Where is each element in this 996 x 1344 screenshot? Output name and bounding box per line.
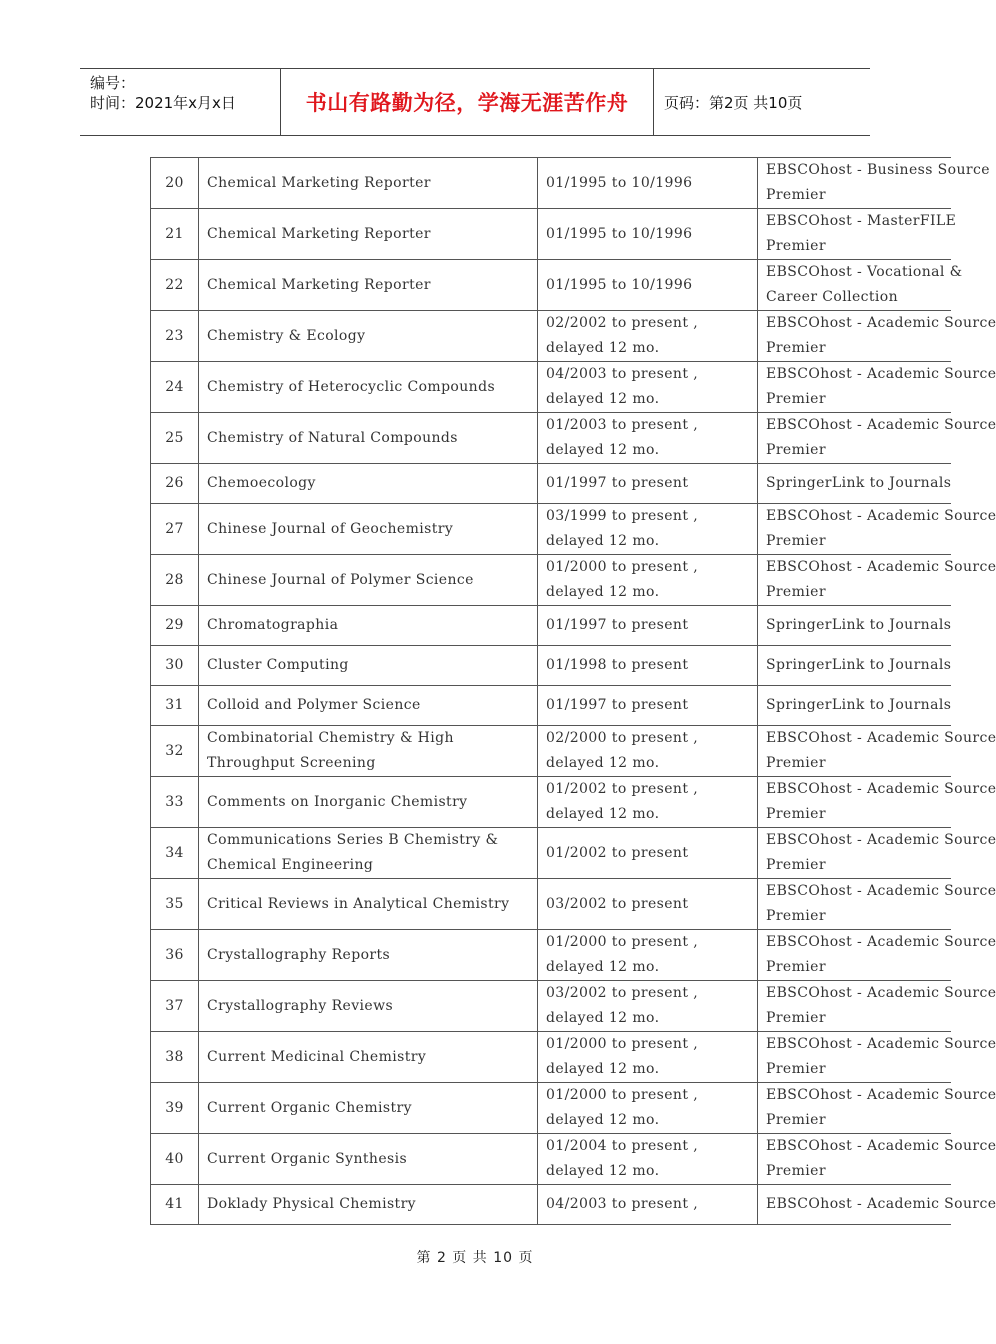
source-database-line: Premier <box>766 187 826 203</box>
coverage-dates-line: delayed 12 mo. <box>546 755 660 771</box>
table-row <box>151 686 951 726</box>
coverage-dates <box>538 362 758 413</box>
source-database-line: EBSCOhost - Academic Source <box>766 883 996 899</box>
header-meta <box>80 69 281 135</box>
row-number: 38 <box>151 1032 199 1083</box>
row-number: 37 <box>151 981 199 1032</box>
journal-title-line: Combinatorial Chemistry & High <box>207 730 454 746</box>
journal-title-line: Colloid and Polymer Science <box>207 697 421 713</box>
source-database <box>758 606 951 646</box>
journal-title-line: Chemical Marketing Reporter <box>207 174 431 191</box>
journal-title <box>199 686 538 726</box>
coverage-dates-line: 01/1997 to present <box>546 617 689 633</box>
source-database-line: EBSCOhost - Vocational & <box>766 264 963 280</box>
table-row <box>151 555 951 606</box>
table-row <box>151 413 951 464</box>
source-database <box>758 362 996 413</box>
source-database-line: EBSCOhost - Academic Source <box>766 832 996 848</box>
row-number: 40 <box>151 1134 199 1185</box>
row-number: 29 <box>151 606 199 646</box>
journal-title-line: Critical Reviews in Analytical Chemistry <box>207 895 510 912</box>
table-row <box>151 646 951 686</box>
coverage-dates <box>538 930 758 981</box>
table-row <box>151 1032 951 1083</box>
source-database-line: EBSCOhost - Academic Source <box>766 1087 996 1103</box>
journal-title-line: Chemical Marketing Reporter <box>207 225 431 242</box>
source-database-line: EBSCOhost - Academic Source <box>766 1196 996 1212</box>
source-database-line: EBSCOhost - Academic Source <box>766 934 996 950</box>
source-database <box>758 1134 996 1185</box>
table-row <box>151 777 951 828</box>
row-number: 36 <box>151 930 199 981</box>
table-row <box>151 930 951 981</box>
source-database-line: EBSCOhost - Academic Source <box>766 1036 996 1052</box>
source-database <box>758 158 990 209</box>
source-database-line: EBSCOhost - Academic Source <box>766 559 996 575</box>
table-row <box>151 1185 951 1225</box>
journal-title <box>199 260 538 311</box>
source-database <box>758 504 996 555</box>
coverage-dates <box>538 1032 758 1083</box>
source-database-line: Premier <box>766 391 826 407</box>
source-database <box>758 879 996 930</box>
source-database-line: Premier <box>766 1112 826 1128</box>
coverage-dates <box>538 209 758 260</box>
row-number: 22 <box>151 260 199 311</box>
coverage-dates-line: 01/2002 to present <box>546 844 689 861</box>
coverage-dates-line: delayed 12 mo. <box>546 1112 660 1128</box>
row-number: 23 <box>151 311 199 362</box>
coverage-dates-line: 01/1995 to 10/1996 <box>546 276 693 293</box>
coverage-dates <box>538 981 758 1032</box>
source-database-line: SpringerLink to Journals <box>766 617 952 633</box>
source-database <box>758 1083 996 1134</box>
journal-title <box>199 930 538 981</box>
coverage-dates-line: delayed 12 mo. <box>546 1010 660 1026</box>
journal-title-line: Chemistry of Natural Compounds <box>207 429 458 446</box>
source-database-line: EBSCOhost - Academic Source <box>766 730 996 746</box>
row-number: 26 <box>151 464 199 504</box>
journal-title <box>199 555 538 606</box>
journal-title-line: Chemistry of Heterocyclic Compounds <box>207 378 496 395</box>
source-database-line: Premier <box>766 1061 826 1077</box>
coverage-dates-line: 01/1997 to present <box>546 697 689 713</box>
journal-title-line: Crystallography Reviews <box>207 997 394 1014</box>
journal-title-line: Chemical Marketing Reporter <box>207 276 431 293</box>
coverage-dates-line: delayed 12 mo. <box>546 442 660 458</box>
source-database <box>758 1032 996 1083</box>
header-motto-cell <box>281 69 654 135</box>
header-page-cell <box>654 69 870 135</box>
source-database-line: Premier <box>766 1010 826 1026</box>
source-database-line: Premier <box>766 1163 826 1179</box>
source-database-line: EBSCOhost - Academic Source <box>766 508 996 524</box>
source-database <box>758 555 996 606</box>
coverage-dates-line: 02/2002 to present , <box>546 315 699 331</box>
source-database <box>758 981 996 1032</box>
source-database-line: Premier <box>766 806 826 822</box>
motto: 书山有路勤为径，学海无涯苦作舟 <box>305 91 629 115</box>
coverage-dates <box>538 504 758 555</box>
row-number: 41 <box>151 1185 199 1225</box>
journal-title-line: Crystallography Reports <box>207 946 391 963</box>
source-database-line: SpringerLink to Journals <box>766 475 952 491</box>
table-row <box>151 311 951 362</box>
coverage-dates-line: 01/2000 to present , <box>546 934 699 950</box>
coverage-dates <box>538 1083 758 1134</box>
coverage-dates-line: 01/1997 to present <box>546 475 689 491</box>
time-label: 时间：2021年x月x日 <box>90 94 236 112</box>
coverage-dates-line: 01/2004 to present , <box>546 1138 699 1154</box>
row-number: 31 <box>151 686 199 726</box>
source-database <box>758 930 996 981</box>
table-row <box>151 1134 951 1185</box>
coverage-dates-line: delayed 12 mo. <box>546 391 660 407</box>
journal-title <box>199 362 538 413</box>
source-database <box>758 260 963 311</box>
table-row <box>151 828 951 879</box>
journal-title-line: Current Organic Synthesis <box>207 1150 408 1167</box>
source-database-line: SpringerLink to Journals <box>766 657 952 673</box>
journal-title-line: Chemical Engineering <box>207 857 374 873</box>
row-number: 34 <box>151 828 199 879</box>
journal-title <box>199 1032 538 1083</box>
journal-title <box>199 726 538 777</box>
journal-title <box>199 413 538 464</box>
source-database-line: Premier <box>766 442 826 458</box>
coverage-dates-line: 03/2002 to present <box>546 895 689 912</box>
source-database <box>758 1185 996 1225</box>
coverage-dates-line: 01/2003 to present , <box>546 417 699 433</box>
table-row <box>151 158 951 209</box>
journal-title-line: Current Organic Chemistry <box>207 1099 412 1116</box>
coverage-dates <box>538 464 758 504</box>
source-database-line: EBSCOhost - Academic Source <box>766 366 996 382</box>
coverage-dates-line: delayed 12 mo. <box>546 806 660 822</box>
source-database <box>758 413 996 464</box>
source-database-line: EBSCOhost - Academic Source <box>766 315 996 331</box>
coverage-dates <box>538 726 758 777</box>
coverage-dates <box>538 260 758 311</box>
coverage-dates <box>538 686 758 726</box>
source-database <box>758 777 996 828</box>
journal-table <box>150 157 996 1225</box>
journal-title-line: Doklady Physical Chemistry <box>207 1196 416 1212</box>
journal-title-line: Throughput Screening <box>207 755 376 771</box>
journal-title <box>199 828 538 879</box>
source-database-line: Premier <box>766 755 826 771</box>
journal-title-line: Current Medicinal Chemistry <box>207 1048 427 1065</box>
journal-title-line: Chinese Journal of Geochemistry <box>207 520 454 537</box>
journal-title <box>199 777 538 828</box>
table-row <box>151 504 951 555</box>
coverage-dates-line: 03/1999 to present , <box>546 508 699 524</box>
journal-title <box>199 1134 538 1185</box>
source-database-line: Premier <box>766 908 826 924</box>
coverage-dates-line: delayed 12 mo. <box>546 1061 660 1077</box>
journal-title-line: Comments on Inorganic Chemistry <box>207 793 468 810</box>
coverage-dates-line: 01/2000 to present , <box>546 1036 699 1052</box>
row-number: 21 <box>151 209 199 260</box>
source-database-line: EBSCOhost - Academic Source <box>766 781 996 797</box>
coverage-dates-line: 01/2000 to present , <box>546 1087 699 1103</box>
coverage-dates-line: 01/2002 to present , <box>546 781 699 797</box>
source-database-line: Career Collection <box>766 289 899 305</box>
table-row <box>151 1083 951 1134</box>
coverage-dates <box>538 158 758 209</box>
row-number: 30 <box>151 646 199 686</box>
page-header <box>80 68 870 136</box>
journal-title-line: Cluster Computing <box>207 657 349 673</box>
coverage-dates <box>538 311 758 362</box>
table-row <box>151 606 951 646</box>
journal-title-line: Communications Series B Chemistry & <box>207 832 499 848</box>
coverage-dates <box>538 413 758 464</box>
coverage-dates <box>538 777 758 828</box>
journal-title <box>199 1185 538 1225</box>
coverage-dates-line: delayed 12 mo. <box>546 1163 660 1179</box>
page-footer: 第 2 页 共 10 页 <box>416 1250 534 1266</box>
coverage-dates-line: delayed 12 mo. <box>546 340 660 356</box>
coverage-dates <box>538 606 758 646</box>
source-database <box>758 209 957 260</box>
source-database-line: EBSCOhost - Academic Source <box>766 985 996 1001</box>
source-database-line: Premier <box>766 857 826 873</box>
coverage-dates-line: 02/2000 to present , <box>546 730 699 746</box>
journal-title <box>199 1083 538 1134</box>
source-database <box>758 646 951 686</box>
journal-title <box>199 209 538 260</box>
source-database-line: Premier <box>766 238 826 254</box>
table-row <box>151 209 951 260</box>
page-label: 页码：第2页 共10页 <box>664 93 803 112</box>
table-row <box>151 726 951 777</box>
source-database-line: SpringerLink to Journals <box>766 697 952 713</box>
journal-title <box>199 158 538 209</box>
coverage-dates <box>538 1185 758 1225</box>
coverage-dates <box>538 646 758 686</box>
journal-title-line: Chemoecology <box>207 475 316 491</box>
journal-title <box>199 981 538 1032</box>
source-database <box>758 686 951 726</box>
source-database-line: Premier <box>766 584 826 600</box>
journal-title <box>199 311 538 362</box>
source-database <box>758 828 996 879</box>
table-row <box>151 464 951 504</box>
row-number: 32 <box>151 726 199 777</box>
coverage-dates-line: 03/2002 to present , <box>546 985 699 1001</box>
coverage-dates <box>538 1134 758 1185</box>
row-number: 28 <box>151 555 199 606</box>
table-row <box>151 260 951 311</box>
source-database <box>758 464 951 504</box>
coverage-dates-line: delayed 12 mo. <box>546 584 660 600</box>
coverage-dates <box>538 555 758 606</box>
number-label: 编号： <box>90 74 136 92</box>
row-number: 25 <box>151 413 199 464</box>
journal-title-line: Chromatographia <box>207 617 339 633</box>
row-number: 27 <box>151 504 199 555</box>
table-row <box>151 362 951 413</box>
journal-table-body <box>151 158 996 1225</box>
source-database-line: Premier <box>766 340 826 356</box>
coverage-dates-line: 04/2003 to present , <box>546 366 699 382</box>
coverage-dates-line: 01/2000 to present , <box>546 559 699 575</box>
coverage-dates-line: 01/1995 to 10/1996 <box>546 174 693 191</box>
row-number: 35 <box>151 879 199 930</box>
row-number: 20 <box>151 158 199 209</box>
source-database-line: Premier <box>766 533 826 549</box>
row-number: 24 <box>151 362 199 413</box>
row-number: 39 <box>151 1083 199 1134</box>
source-database-line: EBSCOhost - Business Source <box>766 162 990 178</box>
table-row <box>151 981 951 1032</box>
journal-title-line: Chemistry & Ecology <box>207 327 366 344</box>
source-database <box>758 726 996 777</box>
journal-title <box>199 646 538 686</box>
source-database-line: EBSCOhost - MasterFILE <box>766 213 957 229</box>
row-number: 33 <box>151 777 199 828</box>
coverage-dates-line: delayed 12 mo. <box>546 533 660 549</box>
coverage-dates-line: delayed 12 mo. <box>546 959 660 975</box>
coverage-dates <box>538 828 758 879</box>
source-database-line: EBSCOhost - Academic Source <box>766 1138 996 1154</box>
source-database-line: EBSCOhost - Academic Source <box>766 417 996 433</box>
source-database <box>758 311 996 362</box>
table-row <box>151 879 951 930</box>
coverage-dates-line: 01/1995 to 10/1996 <box>546 225 693 242</box>
journal-title <box>199 879 538 930</box>
source-database-line: Premier <box>766 959 826 975</box>
coverage-dates-line: 04/2003 to present , <box>546 1196 699 1212</box>
journal-title <box>199 606 538 646</box>
journal-title <box>199 504 538 555</box>
journal-title <box>199 464 538 504</box>
coverage-dates-line: 01/1998 to present <box>546 657 689 673</box>
coverage-dates <box>538 879 758 930</box>
journal-title-line: Chinese Journal of Polymer Science <box>207 571 474 588</box>
